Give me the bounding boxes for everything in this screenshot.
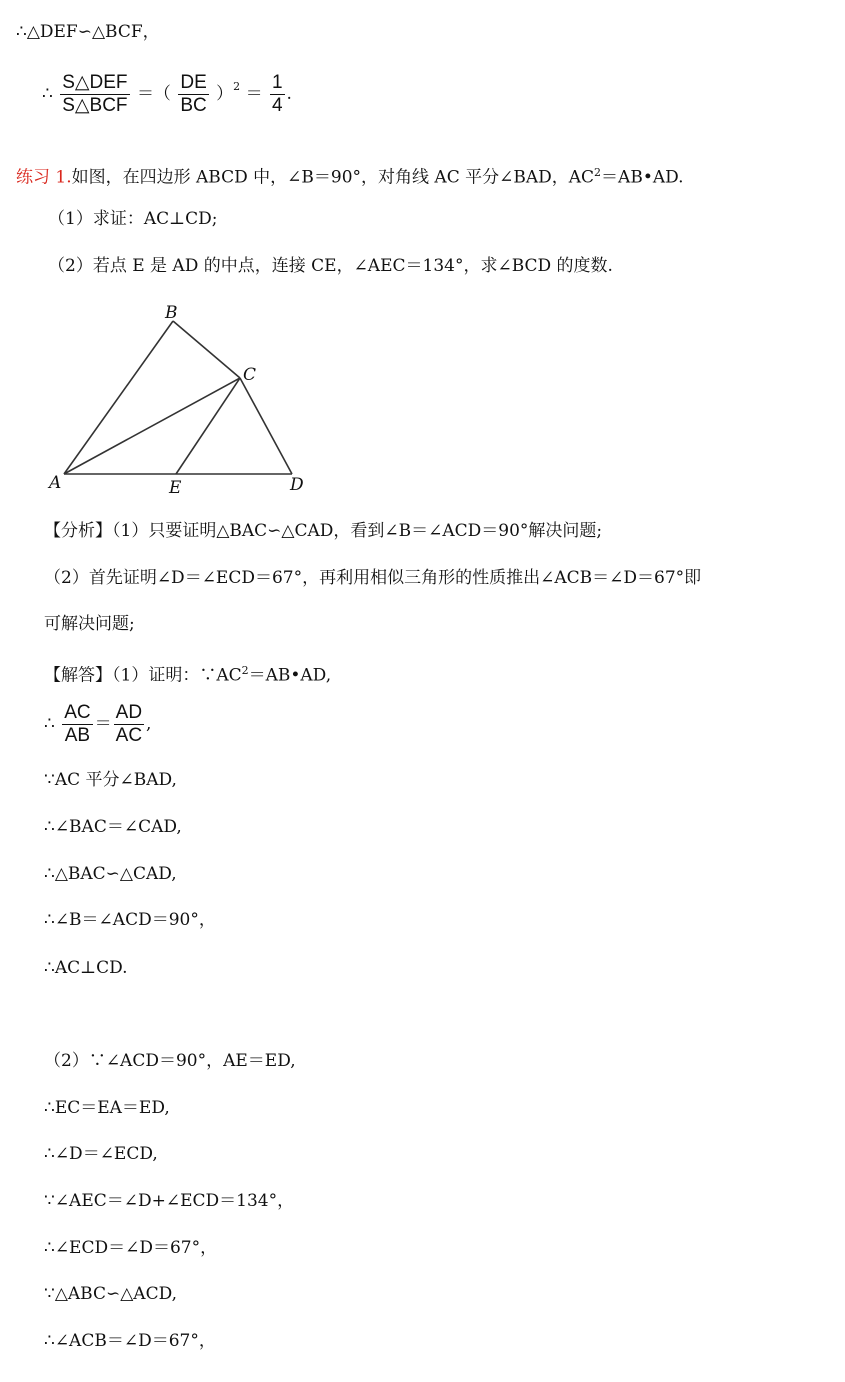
part2-step-3: ∴∠D＝∠ECD, <box>44 1144 158 1164</box>
line-area-ratio <box>42 72 292 117</box>
fraction-area <box>60 72 129 117</box>
comma: , <box>146 714 152 734</box>
exponent: 2 <box>233 80 241 93</box>
segment-ac <box>64 378 240 474</box>
step-6: ∴AC⊥CD. <box>44 958 128 978</box>
part2-step-1: （2）∵∠ACD＝90°，AE＝ED, <box>44 1051 296 1071</box>
fraction-numerator: S△DEF <box>62 72 128 93</box>
fraction-ratio <box>178 72 208 117</box>
segment-cd <box>240 378 292 474</box>
fraction-ad-ac <box>114 702 144 747</box>
label-b: B <box>165 303 178 323</box>
analysis-1: 【分析】（1）只要证明△BAC∽△CAD，看到∠B＝∠ACD＝90°解决问题; <box>44 521 603 541</box>
label-e: E <box>169 478 182 496</box>
step-3: ∴∠BAC＝∠CAD, <box>44 817 182 837</box>
geometry-figure <box>30 296 320 501</box>
answer-text-end: ＝AB•AD, <box>248 665 332 686</box>
fraction-quarter <box>270 72 285 117</box>
analysis-3: 可解决问题; <box>44 614 135 634</box>
line-similar-def-bcf: ∴△DEF∽△BCF， <box>16 22 160 42</box>
fraction-numerator: 1 <box>271 72 283 93</box>
answer-text: 【解答】（1）证明：∵AC <box>44 665 242 686</box>
therefore-symbol: ∴ <box>44 714 55 734</box>
step-4: ∴△BAC∽△CAD, <box>44 864 177 884</box>
fraction-numerator: AD <box>115 702 143 723</box>
quadrilateral-diagram <box>30 296 320 496</box>
step-5: ∴∠B＝∠ACD＝90°， <box>44 910 216 930</box>
segment-ab <box>64 321 173 474</box>
segment-ce <box>176 378 240 474</box>
exponent: 2 <box>594 166 602 179</box>
fraction-denominator: AB <box>64 725 91 746</box>
step-ratio <box>44 702 151 747</box>
part2-step-2: ∴EC＝EA＝ED, <box>44 1098 170 1118</box>
exercise-text: 如图，在四边形 ABCD 中，∠B＝90°，对角线 AC 平分∠BAD，AC <box>71 167 595 188</box>
label-c: C <box>243 365 257 385</box>
equals: ＝ <box>94 714 112 734</box>
equals-paren: ＝（ <box>136 84 171 104</box>
label-a: A <box>49 473 62 493</box>
part2-step-4: ∵∠AEC＝∠D+∠ECD＝134°， <box>44 1191 295 1211</box>
therefore-symbol: ∴ <box>42 84 53 104</box>
label-d: D <box>290 475 304 495</box>
part2-step-7: ∴∠ACB＝∠D＝67°， <box>44 1331 216 1351</box>
part2-step-5: ∴∠ECD＝∠D＝67°， <box>44 1238 218 1258</box>
segment-bc <box>173 321 240 378</box>
fraction-denominator: BC <box>180 95 207 116</box>
analysis-2: （2）首先证明∠D＝∠ECD＝67°，再利用相似三角形的性质推出∠ACB＝∠D＝67°即 <box>44 568 702 588</box>
close-paren: ） <box>216 84 234 104</box>
fraction-denominator: 4 <box>271 95 283 116</box>
equals: ＝ <box>245 84 263 104</box>
fraction-denominator: AC <box>115 725 143 746</box>
exercise-label: 练习 1. <box>16 167 72 188</box>
fraction-numerator: DE <box>180 72 207 93</box>
exponent: 2 <box>241 664 249 677</box>
exercise-text-end: ＝AB•AD. <box>601 167 684 188</box>
step-2: ∵AC 平分∠BAD, <box>44 770 177 790</box>
question-1: （1）求证：AC⊥CD; <box>48 209 218 229</box>
part2-step-6: ∵△ABC∽△ACD, <box>44 1284 178 1304</box>
period: . <box>286 84 292 104</box>
fraction-denominator: S△BCF <box>62 95 128 116</box>
exercise-heading <box>16 161 684 190</box>
answer-heading <box>44 659 331 688</box>
fraction-ac-ab <box>62 702 92 747</box>
fraction-numerator: AC <box>64 702 91 723</box>
question-2: （2）若点 E 是 AD 的中点，连接 CE，∠AEC＝134°，求∠BCD 的度数. <box>48 256 613 276</box>
